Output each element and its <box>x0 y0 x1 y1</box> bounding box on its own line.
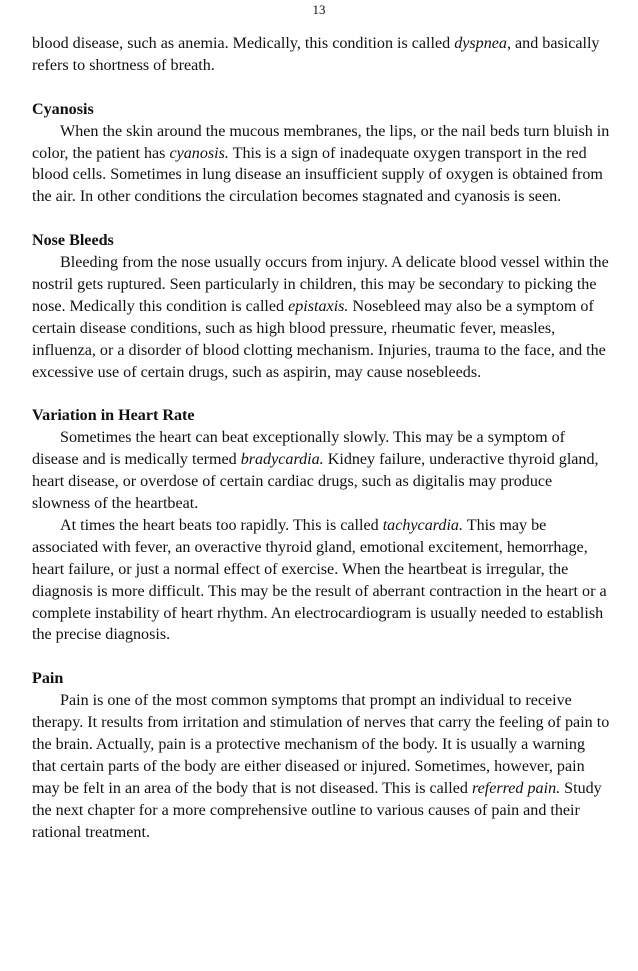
section-spacer <box>32 77 610 99</box>
term-bradycardia: bradycardia. <box>240 451 324 469</box>
heading-cyanosis: Cyanosis <box>32 100 94 118</box>
heart-rate-p2-text-end: This may be associated with fever, an overactive thyroid gland, emotional excitement, hemorrhage, heart failure, or just a normal effect of exercise. When the heartbeat is irregular, the diagnosis is more difficult. This may be the result of aberrant contraction in the heart or a complete instability of heart rhythm. An electrocardiogram is usually needed to establish the precise diagnosis. <box>32 516 607 644</box>
heart-rate-p2-text-start: At times the heart beats too rapidly. This is called <box>60 516 383 534</box>
cyanosis-text-start: When the skin around the mucous membranes, the lips, or the nail beds turn bluish in color, the patient has <box>32 122 610 162</box>
term-tachycardia: tachycardia. <box>382 516 463 534</box>
intro-paragraph <box>32 33 610 77</box>
pain-text-start: Pain is one of the most common symptoms that prompt an individual to receive therapy. It results from irritation and stimulation of nerves that carry the feeling of pain to the brain. Actually, pain is a protective mechanism of the body. It is usually a warning that certain parts of the body are either diseased or injured. Sometimes, however, pain may be felt in an area of the body that is not diseased. This is called <box>32 692 610 797</box>
term-epistaxis: epistaxis. <box>288 297 349 315</box>
section-spacer <box>32 646 610 668</box>
pain-paragraph <box>32 690 610 843</box>
heart-rate-paragraph-1 <box>32 427 610 515</box>
heading-nose-bleeds: Nose Bleeds <box>32 232 114 250</box>
heading-pain: Pain <box>32 670 64 688</box>
intro-text-start: blood disease, such as anemia. Medically, this condition is called <box>32 35 455 52</box>
document-body <box>32 33 610 843</box>
intro-text-end: and basically refers to shortness of breath. <box>32 35 600 74</box>
cyanosis-paragraph <box>32 121 610 209</box>
term-referred-pain: referred pain. <box>471 779 561 797</box>
heart-rate-p1-text-start: Sometimes the heart can beat exceptionally slowly. This may be a symptom of disease and is medically termed <box>32 429 566 469</box>
term-cyanosis: cyanosis. <box>169 144 229 162</box>
cyanosis-text-end: This is a sign of inadequate oxygen transport in the red blood cells. Sometimes in lung disease an insufficient supply of oxygen is obtained from the air. In other conditions the circulation becomes stagnated and cyanosis is seen. <box>32 144 603 206</box>
heart-rate-paragraph-2 <box>32 515 610 646</box>
nose-bleeds-text-start: Bleeding from the nose usually occurs from injury. A delicate blood vessel within the nostril gets ruptured. Seen particularly in children, this may be secondary to picking the nose. Medically this condition is called <box>32 254 609 315</box>
pain-text-end: Study the next chapter for a more comprehensive outline to various causes of pain and their rational treatment. <box>32 779 602 841</box>
section-spacer <box>32 208 610 230</box>
heading-heart-rate: Variation in Heart Rate <box>32 407 195 425</box>
nose-bleeds-text-end: Nosebleed may also be a symptom of certain disease conditions, such as high blood pressure, rheumatic fever, measles, influenza, or a disorder of blood clotting mechanism. Injuries, trauma to the face, and the excessive use of certain drugs, such as aspirin, may cause nosebleeds. <box>32 297 606 381</box>
term-dyspnea: dyspnea, <box>454 35 511 52</box>
nose-bleeds-paragraph <box>32 252 610 383</box>
page-number: 13 <box>312 2 326 17</box>
section-spacer <box>32 383 610 405</box>
heart-rate-p1-text-end: Kidney failure, underactive thyroid gland, heart disease, or overdose of certain cardiac drugs, such as digitalis may produce slowness of the heartbeat. <box>32 451 599 512</box>
